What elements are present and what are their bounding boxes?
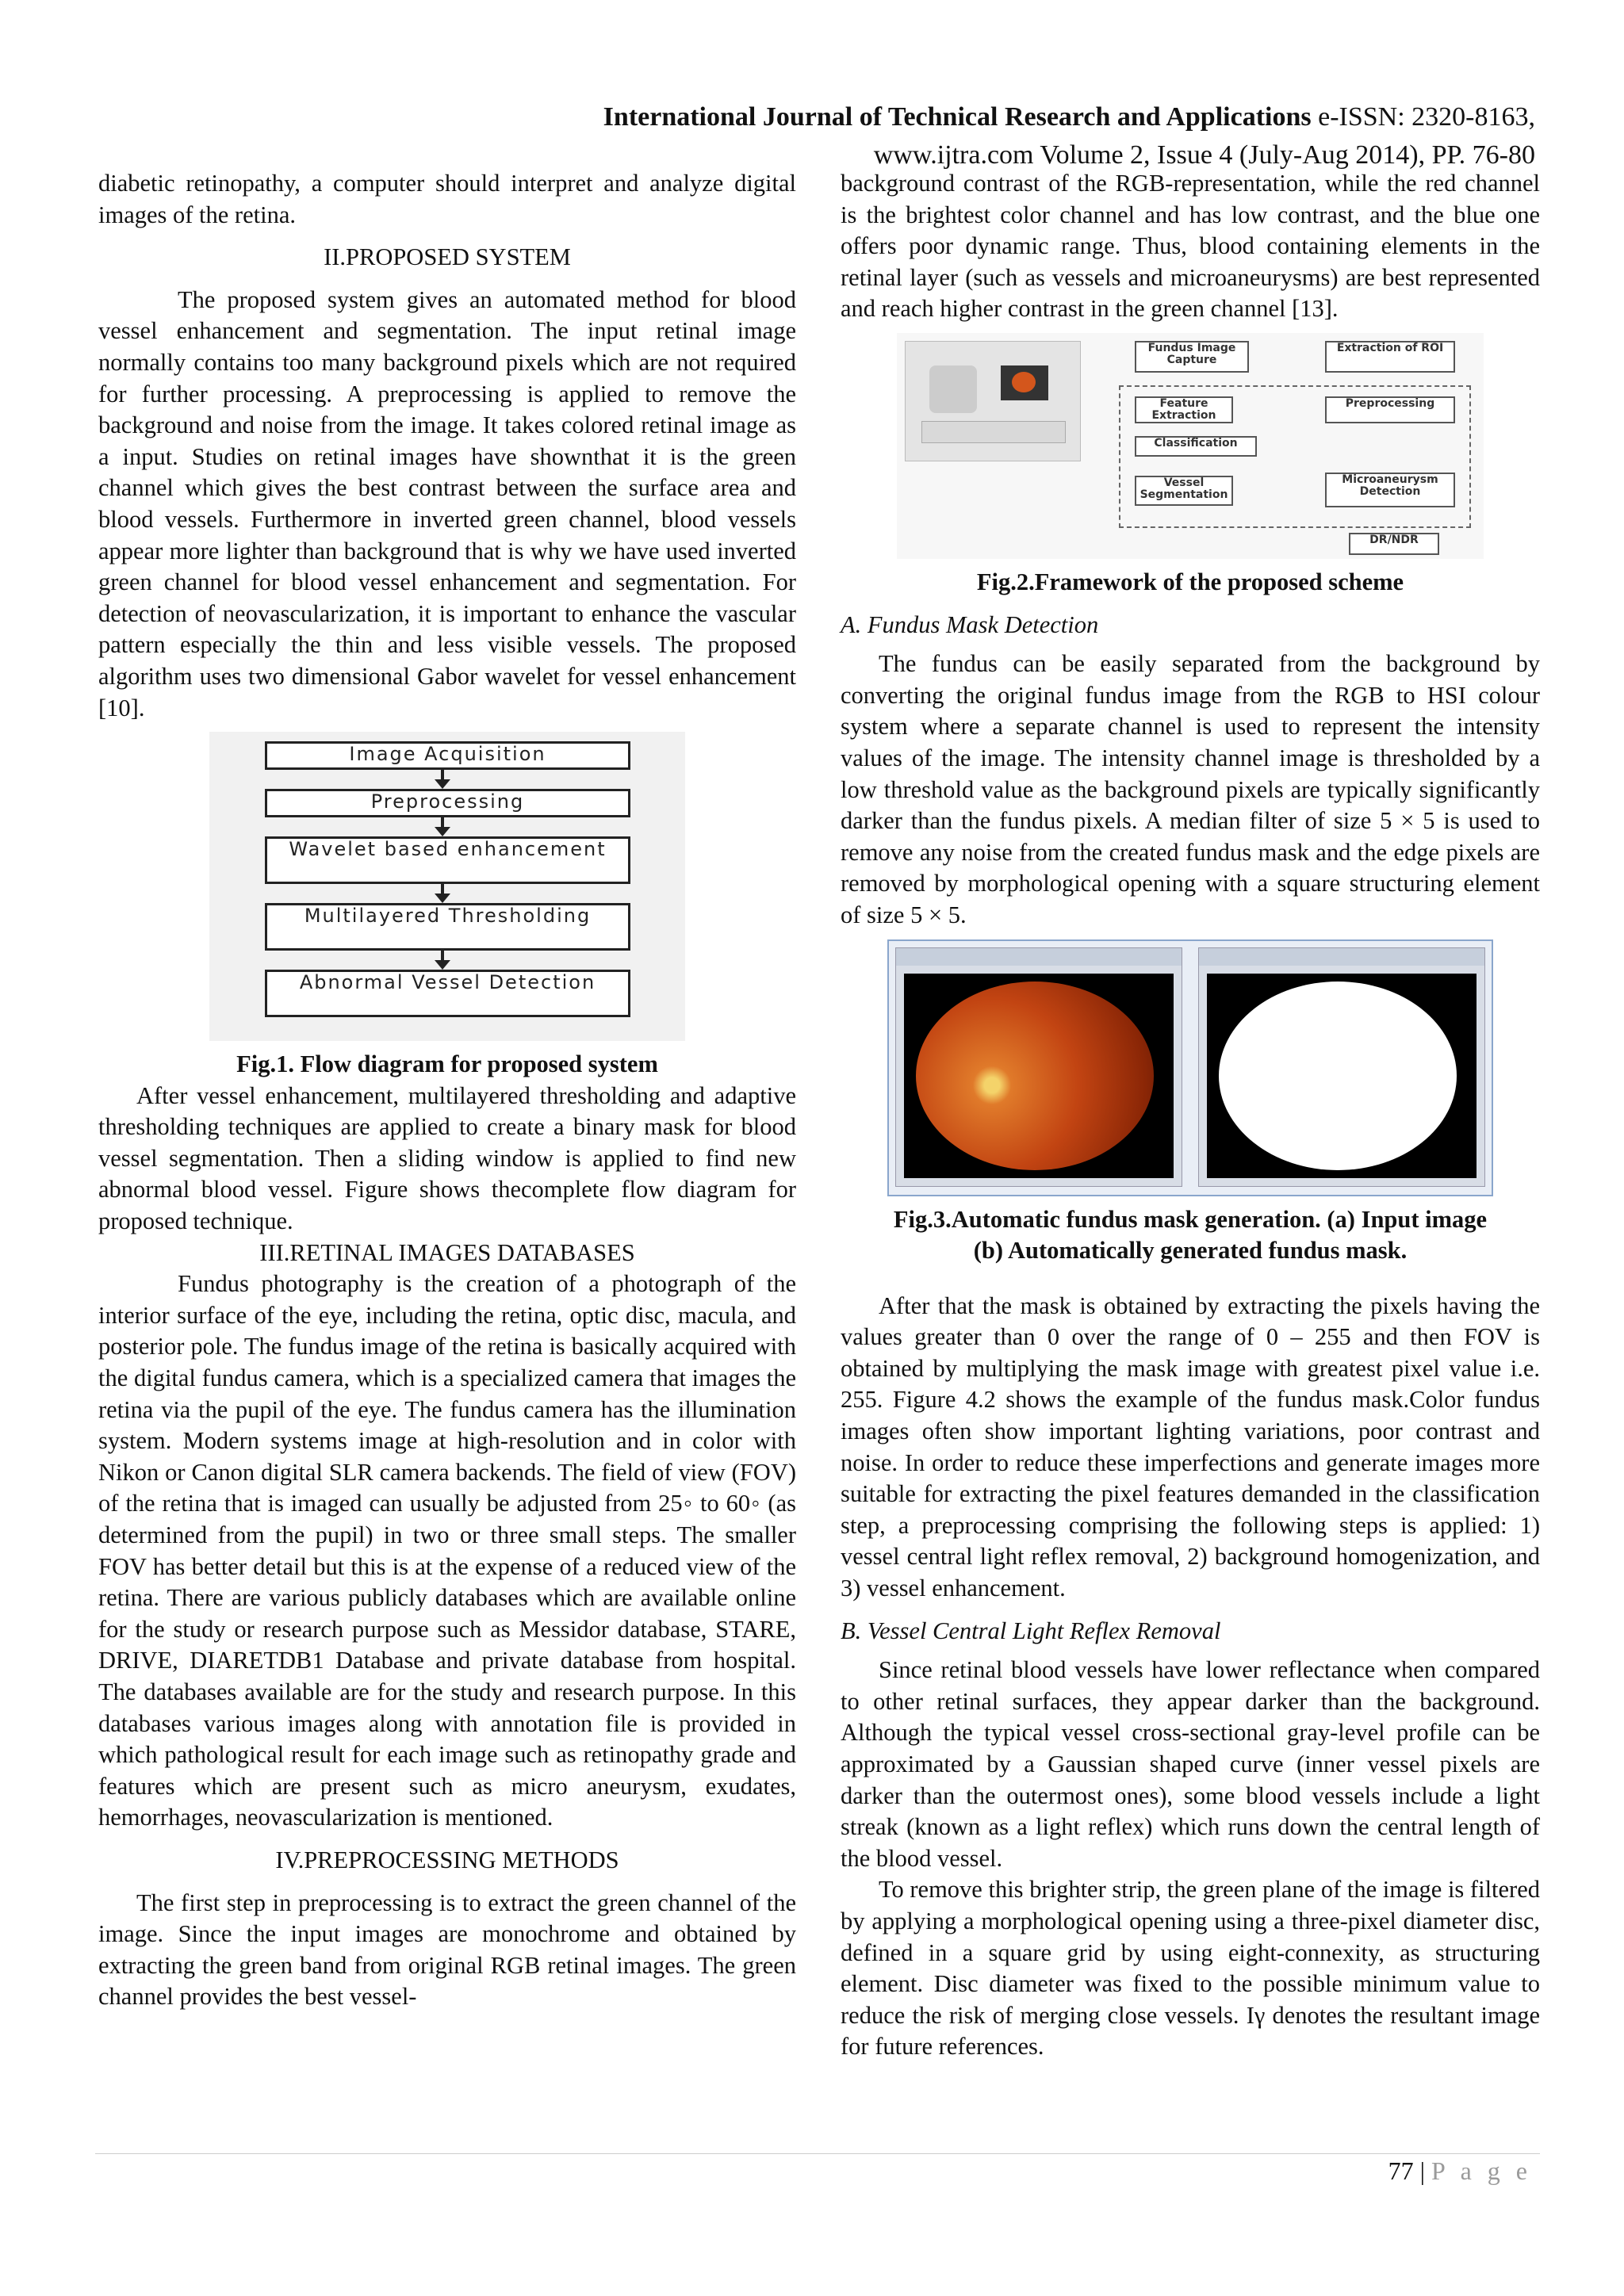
window-toolbar xyxy=(896,948,1182,966)
arrow-down-icon xyxy=(441,882,444,897)
flow-step: Wavelet based enhancement xyxy=(265,836,630,884)
figure-caption: Fig.1. Flow diagram for proposed system xyxy=(236,1050,658,1078)
journal-issn: e-ISSN: 2320-8163, xyxy=(1311,102,1535,132)
input-image-canvas xyxy=(904,974,1174,1178)
page-footer xyxy=(1388,2156,1532,2186)
figure-caption: Fig.2.Framework of the proposed scheme xyxy=(976,568,1404,595)
flow-step: Image Acquisition xyxy=(265,741,630,770)
section-heading: IV.PREPROCESSING METHODS xyxy=(275,1846,619,1873)
framework-node: Vessel Segmentation xyxy=(1135,476,1233,506)
footer-divider xyxy=(95,2153,1540,2154)
paragraph: Fundus photography is the creation of a photograph of the interior surface of the eye, including the retina, optic disc, macula, and posterior pole. The fundus image of the retina is basically acquired with the digital fundus camera, which is a specialized camera that images the retina via the pupil of the eye. The fundus camera has the illumination system. Modern systems image at high-resolution and in color with Nikon or Canon digital SLR camera backends. The field of view (FOV) of the retina that is imaged can usually be adjusted from 25◦ to 60◦ (as determined from the pupil) in two or three small steps. The smaller FOV has better detail but this is at the expense of a reduced view of the retina. There are various publicly databases which are available online for the study or research purpose such as Messidor database, STARE, DRIVE, DIARETDB1 Database and private database from hospital. The databases available are for the study and research purpose. In this databases various images along with annotation file is provided in which pathological result for each image such as retinopathy grade and features which are present such as micro aneurysm, exudates, hemorrhages, neovascularization is mentioned. xyxy=(98,1270,796,1831)
framework-node: Classification xyxy=(1135,436,1257,457)
right-column xyxy=(841,168,1540,2063)
paragraph: After vessel enhancement, multilayered thresholding and adaptive thresholding techniques are applied to create a binary mask for blood vessel segmentation. Then a sliding window is applied to find new abnormal blood vessel. Figure shows thecomplete flow diagram for proposed technique. xyxy=(98,1081,796,1235)
mask-image-window xyxy=(1198,947,1485,1187)
flow-step: Preprocessing xyxy=(265,789,630,817)
arrow-down-icon xyxy=(441,768,444,783)
journal-header xyxy=(603,98,1535,174)
subsection-heading: B. Vessel Central Light Reflex Removal xyxy=(841,1617,1221,1644)
paragraph: The proposed system gives an automated method for blood vessel enhancement and segmentation. The input retinal image normally contains too many background pixels which are not required for further processing. A preprocessing is applied to remove the background and noise from the image. It takes colored retinal image as a input. Studies on retinal images have shownthat it is the green channel which gives the best contrast between the surface area and blood vessels. Furthermore in inverted green channel, blood vessels appear more lighter than background that is why we have used inverted green channel for blood vessel enhancement and segmentation. For detection of neovascularization, it is important to enhance the vascular pattern especially the thin and less visible vessels. The proposed algorithm uses two dimensional Gabor wavelet for vessel enhancement [10]. xyxy=(98,285,796,721)
section-heading: III.RETINAL IMAGES DATABASES xyxy=(259,1238,635,1266)
arrow-down-icon xyxy=(441,949,444,963)
paragraph: The first step in preprocessing is to extract the green channel of the image. Since the input images are monochrome and obtained by extracting the green band from original RGB retinal images. The green channel provides the best vessel- xyxy=(98,1888,796,2011)
fundus-image xyxy=(916,982,1154,1170)
fundus-camera-image xyxy=(905,341,1081,461)
paragraph: After that the mask is obtained by extracting the pixels having the values greater than 0 over the range of 0 – 255 and then FOV is obtained by multiplying the mask image with greatest pixel value i.e. 255. Figure 4.2 shows the example of the fundus mask.Color fundus images often show important lighting variations, poor contrast and noise. In order to reduce these imperfections and generate images more suitable for extracting the pixel features demanded in the classification step, a preprocessing comprising the following steps is applied: 1) vessel central light reflex removal, 2) background homogenization, and 3) vessel enhancement. xyxy=(841,1292,1540,1602)
paragraph: diabetic retinopathy, a computer should interpret and analyze digital images of the retina. xyxy=(98,170,796,228)
flow-step: Multilayered Thresholding xyxy=(265,903,630,951)
journal-name: International Journal of Technical Research and Applications xyxy=(603,102,1312,132)
framework-node: Fundus Image Capture xyxy=(1135,341,1249,373)
input-image-window xyxy=(895,947,1182,1187)
paragraph: background contrast of the RGB-representation, while the red channel is the brightest color channel and has low contrast, and the blue one offers poor dynamic range. Thus, blood containing elements in the retinal layer (such as vessels and microaneurysms) are best represented and reach higher contrast in the green channel [13]. xyxy=(841,170,1540,323)
fundus-mask-figure xyxy=(887,939,1493,1196)
framework-node: Feature Extraction xyxy=(1135,396,1233,423)
figure-caption: (b) Automatically generated fundus mask. xyxy=(973,1237,1408,1265)
section-heading: II.PROPOSED SYSTEM xyxy=(324,243,571,271)
paragraph: Since retinal blood vessels have lower reflectance when compared to other retinal surfaces, they appear darker than the background. Although the typical vessel cross-sectional gray-level profile can be approximated by a Gaussian shaped curve (inner vessel pixels are darker than the outermost ones), some blood vessels include a light streak (known as a light reflex) which runs down the central length of the blood vessel. xyxy=(841,1656,1540,1872)
flow-step: Abnormal Vessel Detection xyxy=(265,970,630,1017)
framework-node: Extraction of ROI xyxy=(1325,341,1455,373)
page-label: P a g e xyxy=(1431,2156,1532,2185)
fundus-mask-image xyxy=(1219,982,1457,1170)
paragraph: To remove this brighter strip, the green plane of the image is filtered by applying a morphological opening using a three-pixel diameter disc, defined in a square grid by using eight-connexity, as structuring element. Disc diameter was fixed to the possible minimum value to reduce the risk of merging close vessels. Iγ denotes the resultant image for future references. xyxy=(841,1876,1540,2061)
left-column xyxy=(98,168,796,2013)
window-toolbar xyxy=(1199,948,1484,966)
framework-figure xyxy=(897,333,1484,559)
flow-diagram-figure xyxy=(209,732,685,1041)
page-number: 77 xyxy=(1388,2156,1414,2185)
arrow-down-icon xyxy=(441,816,444,830)
mask-image-canvas xyxy=(1207,974,1477,1178)
page-separator: | xyxy=(1413,2156,1431,2185)
framework-node: Microaneurysm Detection xyxy=(1325,473,1455,507)
subsection-heading: A. Fundus Mask Detection xyxy=(841,610,1099,638)
journal-volume-line: www.ijtra.com Volume 2, Issue 4 (July-Aug 2014), PP. 76-80 xyxy=(873,140,1535,170)
figure-caption: Fig.3.Automatic fundus mask generation. (a) Input image xyxy=(893,1205,1488,1233)
paragraph: The fundus can be easily separated from the background by converting the original fundus image from the RGB to HSI colour system where a separate channel is used to represent the intensity values of the image. The intensity channel image is thresholded by a low threshold value as the background pixels are typically significantly darker than the fundus pixels. A median filter of size 5 × 5 is used to remove any noise from the created fundus mask and the edge pixels are removed by morphological opening with a square structuring element of size 5 × 5. xyxy=(841,650,1540,928)
framework-node: Preprocessing xyxy=(1325,396,1455,423)
framework-node: DR/NDR xyxy=(1349,533,1439,555)
